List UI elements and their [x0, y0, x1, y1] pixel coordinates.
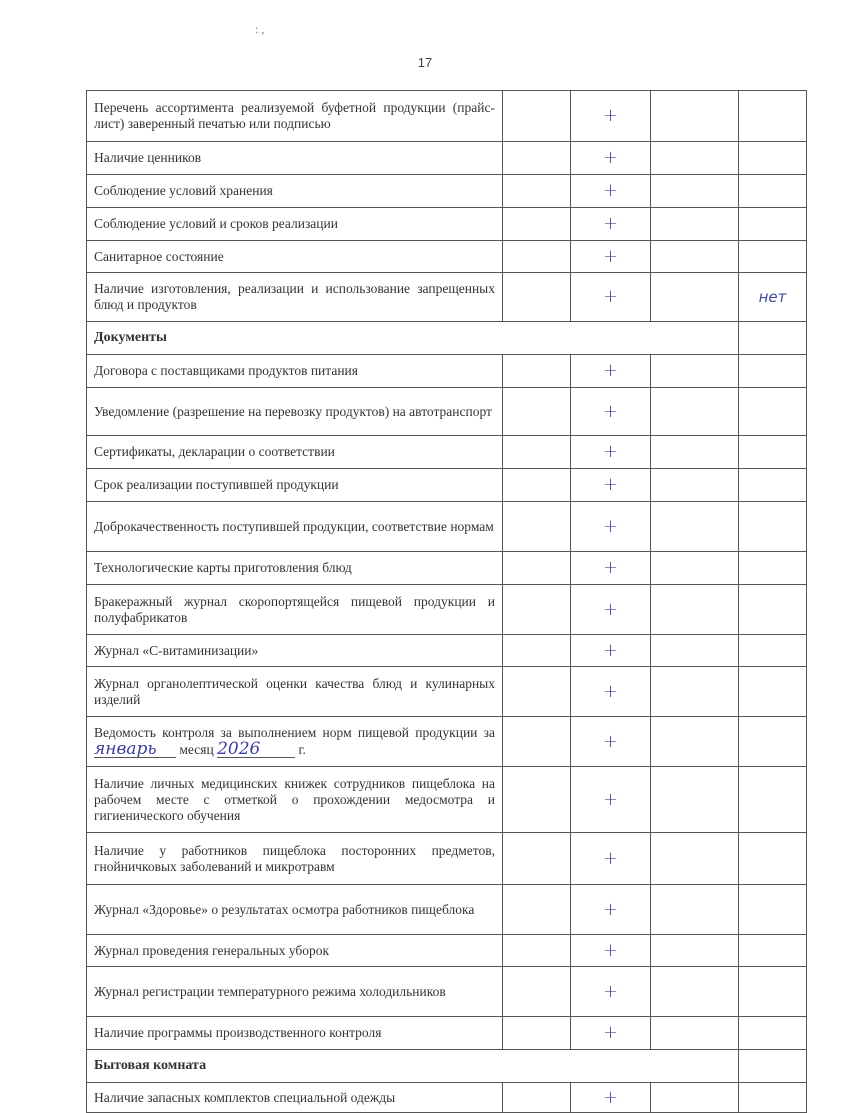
note-cell[interactable]: [739, 552, 807, 585]
empty-cell: [651, 436, 739, 469]
item-text: Наличие личных медицинских книжек сотрудников пищеблока на рабочем месте с отметкой о прохождении медосмотра и гигиенического обучения: [87, 767, 503, 833]
section-row: [87, 1050, 807, 1083]
empty-cell: [651, 885, 739, 935]
item-text: Журнал проведения генеральных уборок: [87, 935, 503, 967]
table-row: [87, 142, 807, 175]
check-mark[interactable]: +: [571, 717, 651, 767]
note-cell[interactable]: [739, 717, 807, 767]
note-cell[interactable]: [739, 175, 807, 208]
item-text: Уведомление (разрешение на перевозку продуктов) на автотранспорт: [87, 388, 503, 436]
empty-cell: [651, 585, 739, 635]
empty-cell: [651, 635, 739, 667]
item-text-part: месяц: [179, 742, 214, 757]
note-cell[interactable]: [739, 241, 807, 273]
item-text-part: г.: [298, 742, 306, 757]
empty-cell: [503, 469, 571, 502]
empty-cell: [651, 91, 739, 142]
check-mark[interactable]: +: [571, 967, 651, 1017]
table-row: [87, 388, 807, 436]
item-text-part: Ведомость контроля за выполнением норм пищевой продукции за: [94, 725, 495, 740]
empty-cell: [651, 355, 739, 388]
check-mark[interactable]: +: [571, 91, 651, 142]
empty-cell: [503, 436, 571, 469]
item-text: Договора с поставщиками продуктов питания: [87, 355, 503, 388]
table-row: [87, 585, 807, 635]
page-number: 17: [417, 55, 433, 70]
check-mark[interactable]: +: [571, 355, 651, 388]
item-text: Соблюдение условий хранения: [87, 175, 503, 208]
check-mark[interactable]: +: [571, 1083, 651, 1113]
empty-cell: [739, 1050, 807, 1083]
note-cell[interactable]: [739, 469, 807, 502]
empty-cell: [503, 142, 571, 175]
empty-cell: [651, 469, 739, 502]
item-text: Перечень ассортимента реализуемой буфетной продукции (прайс-лист) заверенный печатью или подписью: [87, 91, 503, 142]
empty-cell: [651, 142, 739, 175]
item-text: Санитарное состояние: [87, 241, 503, 273]
check-mark[interactable]: +: [571, 502, 651, 552]
table-row: [87, 967, 807, 1017]
note-cell[interactable]: [739, 585, 807, 635]
table-row: [87, 241, 807, 273]
item-text: Журнал органолептической оценки качества блюд и кулинарных изделий: [87, 667, 503, 717]
item-text: Сертификаты, декларации о соответствии: [87, 436, 503, 469]
empty-cell: [503, 885, 571, 935]
check-mark[interactable]: +: [571, 175, 651, 208]
table-row: [87, 767, 807, 833]
empty-cell: [503, 273, 571, 322]
empty-cell: [503, 175, 571, 208]
empty-cell: [651, 935, 739, 967]
check-mark[interactable]: +: [571, 552, 651, 585]
empty-cell: [503, 241, 571, 273]
year-field[interactable]: 2026: [217, 741, 295, 758]
note-cell[interactable]: [739, 388, 807, 436]
empty-cell: [651, 1083, 739, 1113]
empty-cell: [503, 667, 571, 717]
empty-cell: [651, 502, 739, 552]
empty-cell: [739, 322, 807, 355]
empty-cell: [651, 208, 739, 241]
check-mark[interactable]: +: [571, 436, 651, 469]
empty-cell: [651, 241, 739, 273]
note-cell[interactable]: [739, 91, 807, 142]
note-cell[interactable]: [739, 767, 807, 833]
item-text: Журнал «С-витаминизации»: [87, 635, 503, 667]
note-cell[interactable]: [739, 885, 807, 935]
table-row: [87, 436, 807, 469]
checklist-table: [86, 90, 807, 1113]
item-text: Наличие запасных комплектов специальной одежды: [87, 1083, 503, 1113]
empty-cell: [651, 552, 739, 585]
item-text: Наличие программы производственного контроля: [87, 1017, 503, 1050]
item-text: Бракеражный журнал скоропортящейся пищевой продукции и полуфабрикатов: [87, 585, 503, 635]
check-mark[interactable]: +: [571, 635, 651, 667]
note-cell[interactable]: [739, 667, 807, 717]
table-row: [87, 717, 807, 767]
note-cell[interactable]: [739, 436, 807, 469]
check-mark[interactable]: +: [571, 667, 651, 717]
empty-cell: [503, 388, 571, 436]
note-cell[interactable]: нет: [739, 273, 807, 322]
scan-specks: : ,: [255, 22, 265, 36]
item-text: Соблюдение условий и сроков реализации: [87, 208, 503, 241]
table-row: [87, 635, 807, 667]
table-row: [87, 1083, 807, 1113]
empty-cell: [503, 552, 571, 585]
empty-cell: [651, 967, 739, 1017]
empty-cell: [651, 767, 739, 833]
check-mark[interactable]: +: [571, 273, 651, 322]
item-text: Срок реализации поступившей продукции: [87, 469, 503, 502]
table-row: [87, 208, 807, 241]
check-mark[interactable]: +: [571, 585, 651, 635]
check-mark[interactable]: +: [571, 388, 651, 436]
table-row: [87, 935, 807, 967]
section-title: Документы: [87, 322, 739, 355]
note-cell[interactable]: [739, 142, 807, 175]
table-row: [87, 469, 807, 502]
item-text: [87, 717, 503, 767]
empty-cell: [503, 1083, 571, 1113]
table-row: [87, 273, 807, 322]
check-mark[interactable]: +: [571, 935, 651, 967]
check-mark[interactable]: +: [571, 1017, 651, 1050]
empty-cell: [651, 833, 739, 885]
empty-cell: [503, 91, 571, 142]
item-text: Наличие изготовления, реализации и использование запрещенных блюд и продуктов: [87, 273, 503, 322]
note-cell[interactable]: [739, 935, 807, 967]
item-text: Журнал «Здоровье» о результатах осмотра работников пищеблока: [87, 885, 503, 935]
empty-cell: [651, 273, 739, 322]
check-mark[interactable]: +: [571, 142, 651, 175]
table-row: [87, 885, 807, 935]
item-text: Наличие ценников: [87, 142, 503, 175]
empty-cell: [651, 1017, 739, 1050]
empty-cell: [651, 388, 739, 436]
empty-cell: [503, 717, 571, 767]
note-cell[interactable]: [739, 502, 807, 552]
empty-cell: [651, 667, 739, 717]
note-cell[interactable]: [739, 208, 807, 241]
empty-cell: [503, 935, 571, 967]
empty-cell: [503, 635, 571, 667]
table-row: [87, 833, 807, 885]
table-row: [87, 502, 807, 552]
check-mark[interactable]: +: [571, 469, 651, 502]
table-row: [87, 1017, 807, 1050]
table-row: [87, 667, 807, 717]
section-row: [87, 322, 807, 355]
note-cell[interactable]: [739, 967, 807, 1017]
item-text: Доброкачественность поступившей продукции, соответствие нормам: [87, 502, 503, 552]
item-text: Технологические карты приготовления блюд: [87, 552, 503, 585]
check-mark[interactable]: +: [571, 885, 651, 935]
empty-cell: [503, 208, 571, 241]
check-mark[interactable]: +: [571, 241, 651, 273]
note-cell[interactable]: [739, 635, 807, 667]
item-text: Журнал регистрации температурного режима холодильников: [87, 967, 503, 1017]
item-text: Наличие у работников пищеблока посторонних предметов, гнойничковых заболеваний и микротравм: [87, 833, 503, 885]
check-mark[interactable]: +: [571, 767, 651, 833]
check-mark[interactable]: +: [571, 833, 651, 885]
empty-cell: [503, 585, 571, 635]
check-mark[interactable]: +: [571, 208, 651, 241]
empty-cell: [503, 1017, 571, 1050]
section-title: Бытовая комната: [87, 1050, 739, 1083]
note-cell[interactable]: [739, 1017, 807, 1050]
note-cell[interactable]: [739, 833, 807, 885]
empty-cell: [503, 967, 571, 1017]
table-row: [87, 552, 807, 585]
month-field[interactable]: январь: [94, 741, 176, 758]
empty-cell: [503, 833, 571, 885]
empty-cell: [503, 767, 571, 833]
empty-cell: [651, 717, 739, 767]
empty-cell: [651, 175, 739, 208]
note-cell[interactable]: [739, 355, 807, 388]
table-row: [87, 175, 807, 208]
empty-cell: [503, 502, 571, 552]
note-cell[interactable]: [739, 1083, 807, 1113]
table-row: [87, 91, 807, 142]
empty-cell: [503, 355, 571, 388]
table-row: [87, 355, 807, 388]
